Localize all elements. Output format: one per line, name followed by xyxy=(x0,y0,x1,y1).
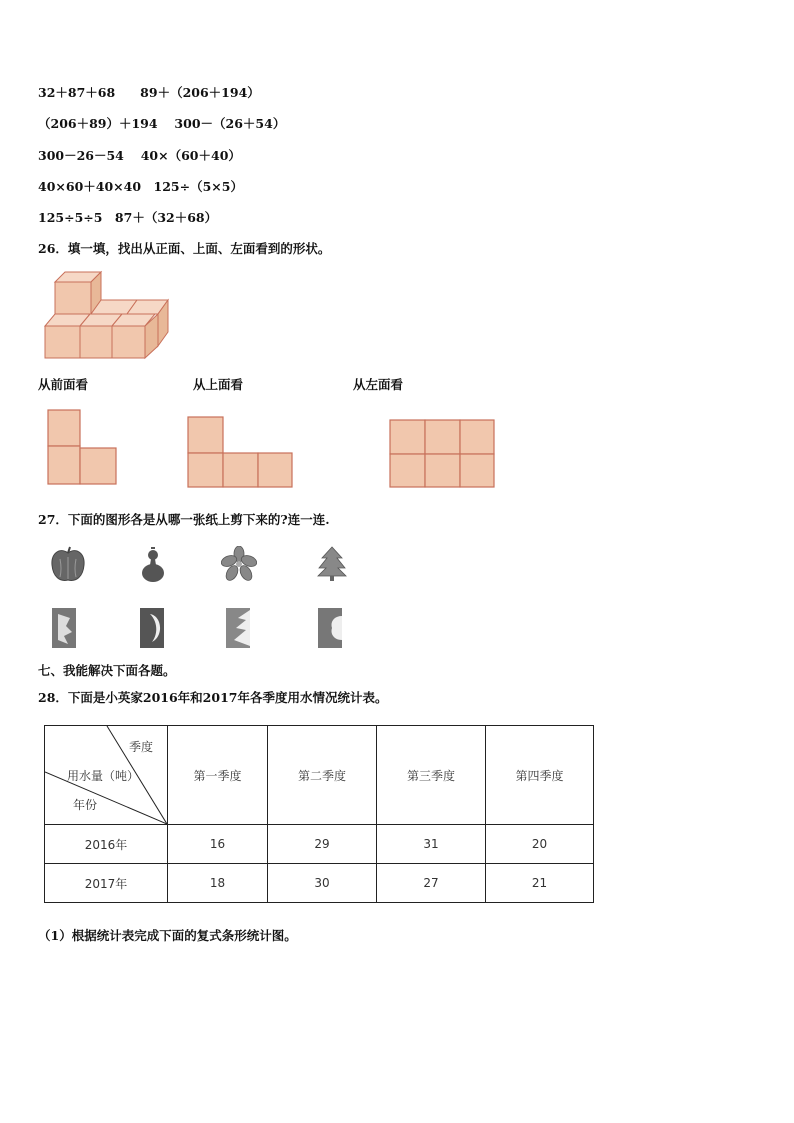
question-28-sub1: （1）根据统计表完成下面的复式条形统计图。 xyxy=(38,928,297,943)
view-top-label: 从上面看 xyxy=(193,377,244,392)
question-27-title: 27．下面的图形各是从哪一张纸上剪下来的?连一连. xyxy=(38,512,330,527)
corner-label-year: 年份 xyxy=(73,798,98,812)
table-corner-cell xyxy=(45,726,168,825)
table-cell: 18 xyxy=(168,864,268,903)
expression-line-3: 300－26－54 40×（60＋40） xyxy=(38,148,241,163)
expression-line-5: 125÷5÷5 87＋（32＋68） xyxy=(38,210,218,225)
table-cell: 20 xyxy=(486,825,594,864)
top-view-figure xyxy=(186,415,296,491)
gourd-icon xyxy=(137,545,169,585)
table-cell: 27 xyxy=(377,864,486,903)
table-row-header: 2017年 xyxy=(45,864,168,903)
table-col-header: 第三季度 xyxy=(377,726,486,825)
table-col-header: 第二季度 xyxy=(268,726,377,825)
table-row-header: 2016年 xyxy=(45,825,168,864)
expression-line-1: 32＋87＋68 89＋（206＋194） xyxy=(38,85,260,100)
left-view-figure xyxy=(388,418,498,490)
water-usage-table xyxy=(44,725,594,903)
expression-line-2: （206＋89）＋194 300－（26＋54） xyxy=(38,116,286,131)
table-cell: 30 xyxy=(268,864,377,903)
table-cell: 29 xyxy=(268,825,377,864)
table-col-header: 第四季度 xyxy=(486,726,594,825)
table-header-row xyxy=(45,726,594,825)
cube-stack-figure xyxy=(40,270,175,362)
corner-label-usage: 用水量（吨） xyxy=(67,769,140,783)
tree-icon xyxy=(316,546,348,582)
table-row xyxy=(45,825,594,864)
leaf-cutout-icon xyxy=(50,606,80,650)
apple-cutout-icon xyxy=(316,606,346,650)
table-cell: 21 xyxy=(486,864,594,903)
table-col-header: 第一季度 xyxy=(168,726,268,825)
question-26-title: 26．填一填，找出从正面、上面、左面看到的形状。 xyxy=(38,241,331,256)
view-front-label: 从前面看 xyxy=(38,377,89,392)
front-view-figure xyxy=(46,408,121,488)
tree-cutout-icon xyxy=(224,606,254,650)
apple-icon xyxy=(48,545,88,585)
moon-cutout-icon xyxy=(138,606,168,650)
section-7-heading: 七、我能解决下面各题。 xyxy=(38,663,176,678)
view-left-label: 从左面看 xyxy=(353,377,404,392)
question-28-title: 28．下面是小英家2016年和2017年各季度用水情况统计表。 xyxy=(38,690,388,705)
corner-label-quarter: 季度 xyxy=(129,740,154,754)
table-row xyxy=(45,864,594,903)
table-cell: 31 xyxy=(377,825,486,864)
table-cell: 16 xyxy=(168,825,268,864)
flower-icon xyxy=(221,546,257,582)
expression-line-4: 40×60＋40×40 125÷（5×5） xyxy=(38,179,243,194)
